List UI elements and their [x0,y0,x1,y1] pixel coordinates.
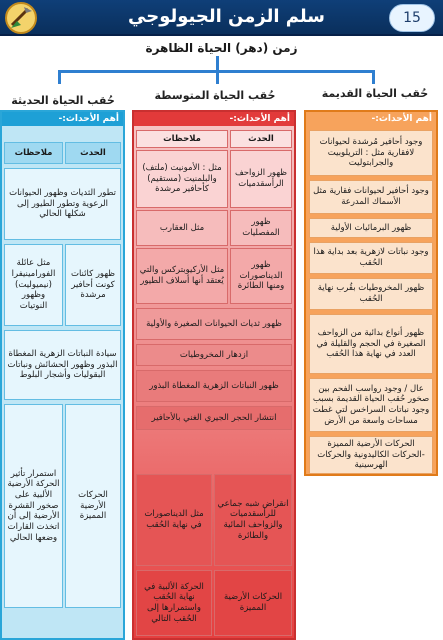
table-header-event: الحدث [230,130,292,148]
page-title: سلم الزمن الجيولوجي [128,6,325,27]
table-header-event: الحدث [65,142,121,164]
table-cell-event: الحركات الأرضية المميزة [214,570,292,636]
list-item: ظهور ثديات الحيوانات الصغيرة والأولية [136,308,292,340]
table-cell-event: ظهور الزواحف الرأسقدميات [230,150,292,208]
table-cell-notes: مثل : الأمونيت (ملتف) والبلمنيت (مستقيم) كأحافير مرشدة [136,150,228,208]
table-cell-event: ظهور كائنات كونت أحافير مرشدة [65,244,121,326]
connector-new [58,70,61,84]
list-item: ظهور النباتات الزهرية المغطاة البذور [136,370,292,402]
list-item: ظهور المخروطيات بقُرب نهاية الحُقب [309,278,433,310]
eon-subtitle: زمن (دهر) الحياة الظاهرة [145,41,298,55]
new-era-column [0,110,125,640]
era-title-middle: حُقب الحياة المتوسطة [154,89,276,102]
table-cell-event: ظهور المفصليات [230,210,292,246]
middle-era-column [132,110,296,640]
page-number-badge: 15 [389,4,435,32]
list-item: وجود نباتات لازهرية بعد بداية هذا الحُقب [309,242,433,274]
list-item: وجود أحافير لحيوانات فقارية مثل الأسماك المدرعة [309,180,433,214]
connector-middle [216,70,219,84]
list-item: تطور الثديات وظهور الحيوانات الرعوية وتطور الطيور إلى شكلها الحالي [4,168,121,240]
table-header-notes: ملاحظات [136,130,228,148]
table-cell-notes: الحركة الألبية في نهاية الحُقب واستمرارها إلى الحُقب التالي [136,570,212,636]
events-header: أهم الأحداث:- [134,112,294,126]
era-title-old: حُقب الحياة القديمة [321,87,429,100]
list-item: الحركات الأرضية المميزة -الحركات الكاليدونية والحركات الهرسينية [309,436,433,474]
era-title-new: حُقب الحياة الحديثة [11,94,115,107]
table-cell-notes: مثل الأركيوبتركس والتي يُعتقد أنها أسلاف الطيور [136,248,228,304]
table-cell-event: الحركات الأرضية المميزة [65,404,121,608]
connector-old [372,70,375,84]
events-header: أهم الأحداث:- [371,114,432,124]
old-era-column [304,110,438,476]
table-cell-notes: مثل العقارب [136,210,228,246]
table-cell-notes: مثل الديناصورات في نهاية الحُقب [136,474,212,566]
table-cell-event: ظهور الديناصورات ومنها الطائرة [230,248,292,304]
events-header: أهم الأحداث:- [2,112,123,126]
list-item: ظهور البرمائيات الأولية [309,218,433,238]
table-cell-notes: استمرار تأثير الحركة الأرضية الألبية على صخور القشرة الأرضية إلى أن اتخذت القارات وضعها الحالي [4,404,63,608]
list-item: ازدهار المخروطيات [136,344,292,366]
list-item: عال / وجود رواسب الفحم بين صخور حُقب الحياة القديمة بسبب وجود نباتات السراخس لتي غطت مساحات واسعة من الأرض [309,378,433,432]
list-item: سيادة النباتات الزهرية المغطاة البذور وظهور الحشائش ونباتات البقوليات وأشجار البلوط [4,330,121,400]
table-header-notes: ملاحظات [4,142,63,164]
list-item: ظهور أنواع بدائية من الزواحف الصغيرة في الحجم والقليلة في العدد في نهاية هذا الحُقب [309,314,433,374]
table-cell-notes: مثل عائلة الفورامينيفرا (نيميوليت) وظهور النوتيات [4,244,63,326]
list-item: وجود أحافير مُرشدة لحيوانات لافقارية مثل : التريلوبيت والجرابتوليت [309,130,433,176]
header-bar [0,0,443,36]
table-cell-event: انقراض شبه جماعي للرأسقدميات والزواحف المائية والطائرة [214,474,292,566]
geology-pick-icon [4,1,38,35]
list-item: انتشار الحجر الجيري الغني بالأحافير [136,406,292,430]
